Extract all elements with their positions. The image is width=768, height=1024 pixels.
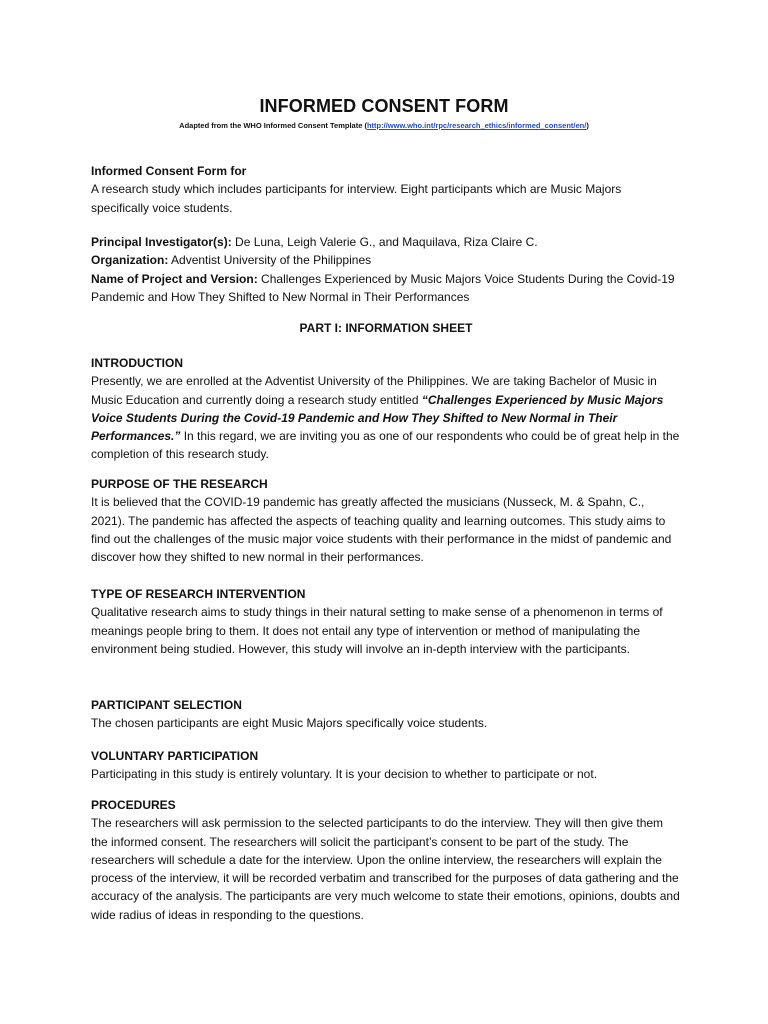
pi-value: De Luna, Leigh Valerie G., and Maquilava, Riza Claire C. (231, 235, 538, 249)
introduction-heading: INTRODUCTION (91, 356, 183, 370)
voluntary-section (91, 747, 681, 784)
intervention-text: Qualitative research aims to study things in their natural setting to make sense of a phenomenon in terms of meanings people bring to them. It does not entail any type of intervention or method of manipulating the environment being studied. However, this study will involve an in-depth interview with the participants. (91, 605, 663, 656)
adapted-from-line (0, 121, 768, 130)
introduction-text-a: Presently, we are enrolled at the Adventist University of the Philippines. We are taking Bachelor of Music in Music Education and currently doing a research study entitled (91, 374, 657, 407)
voluntary-heading: VOLUNTARY PARTICIPATION (91, 749, 259, 763)
investigators-section (91, 233, 681, 306)
intervention-section (91, 585, 681, 658)
pi-label: Principal Investigator(s): (91, 235, 232, 249)
organization-line (91, 251, 681, 269)
project-label: Name of Project and Version: (91, 271, 258, 286)
selection-section (91, 696, 681, 733)
procedures-heading: PROCEDURES (91, 798, 176, 812)
organization-label: Organization: (91, 253, 169, 268)
purpose-section (91, 475, 681, 566)
procedures-section (91, 796, 681, 924)
introduction-section (91, 354, 681, 464)
consent-for-text: A research study which includes participants for interview. Eight participants which are Music Majors specifically voice students. (91, 182, 622, 215)
purpose-heading: PURPOSE OF THE RESEARCH (91, 477, 268, 491)
consent-for-section (91, 162, 681, 217)
purpose-text: It is believed that the COVID-19 pandemic has greatly affected the musicians (Nusseck, M. & Spahn, C., 2021). The pandemic has affected the aspects of teaching quality and learning outcomes. This study aims to find out the challenges of the music major voice students with their performance in the midst of pandemic and discover how they shifted to new normal in their performances. (91, 495, 672, 565)
adapted-close: ) (586, 121, 589, 130)
introduction-text (91, 372, 681, 463)
consent-for-label: Informed Consent Form for (91, 164, 247, 178)
part-one-heading: PART I: INFORMATION SHEET (299, 321, 473, 335)
project-line (91, 270, 681, 307)
pi-line (91, 233, 681, 251)
selection-heading: PARTICIPANT SELECTION (91, 698, 242, 712)
project-value: Challenges Experienced by Music Majors Voice Students During the Covid-19 Pandemic and How They Shifted to New Normal in Their Performances (91, 271, 675, 304)
intervention-heading: TYPE OF RESEARCH INTERVENTION (91, 587, 306, 601)
selection-text: The chosen participants are eight Music Majors specifically voice students. (91, 716, 488, 731)
who-template-link[interactable]: http://www.who.int/rpc/research_ethics/informed_consent/en/ (366, 121, 587, 130)
organization-value: Adventist University of the Philippines (168, 253, 372, 268)
voluntary-text: Participating in this study is entirely voluntary. It is your decision to whether to participate or not. (91, 767, 598, 782)
study-title: “Challenges Experienced by Music Majors Voice Students During the Covid-19 Pandemic and How They Shifted to New Normal in Their Performances.” (91, 392, 664, 444)
procedures-text: The researchers will ask permission to the selected participants to do the interview. They will then give them the informed consent. The researchers will solicit the participant’s consent to be part of the study. The researchers will schedule a date for the interview. Upon the online interview, the researchers will explain the process of the interview, it will be recorded verbatim and transcribed for the purposes of data gathering and the accuracy of the analysis. The participants are very much welcome to state their emotions, opinions, doubts and wide radius of ideas in responding to the questions. (91, 816, 680, 922)
adapted-text: Adapted from the WHO Informed Consent Template ( (179, 121, 367, 130)
introduction-text-b: In this regard, we are inviting you as one of our respondents who could be of great help in the completion of this research study. (91, 429, 680, 462)
page-title: INFORMED CONSENT FORM (259, 96, 509, 116)
